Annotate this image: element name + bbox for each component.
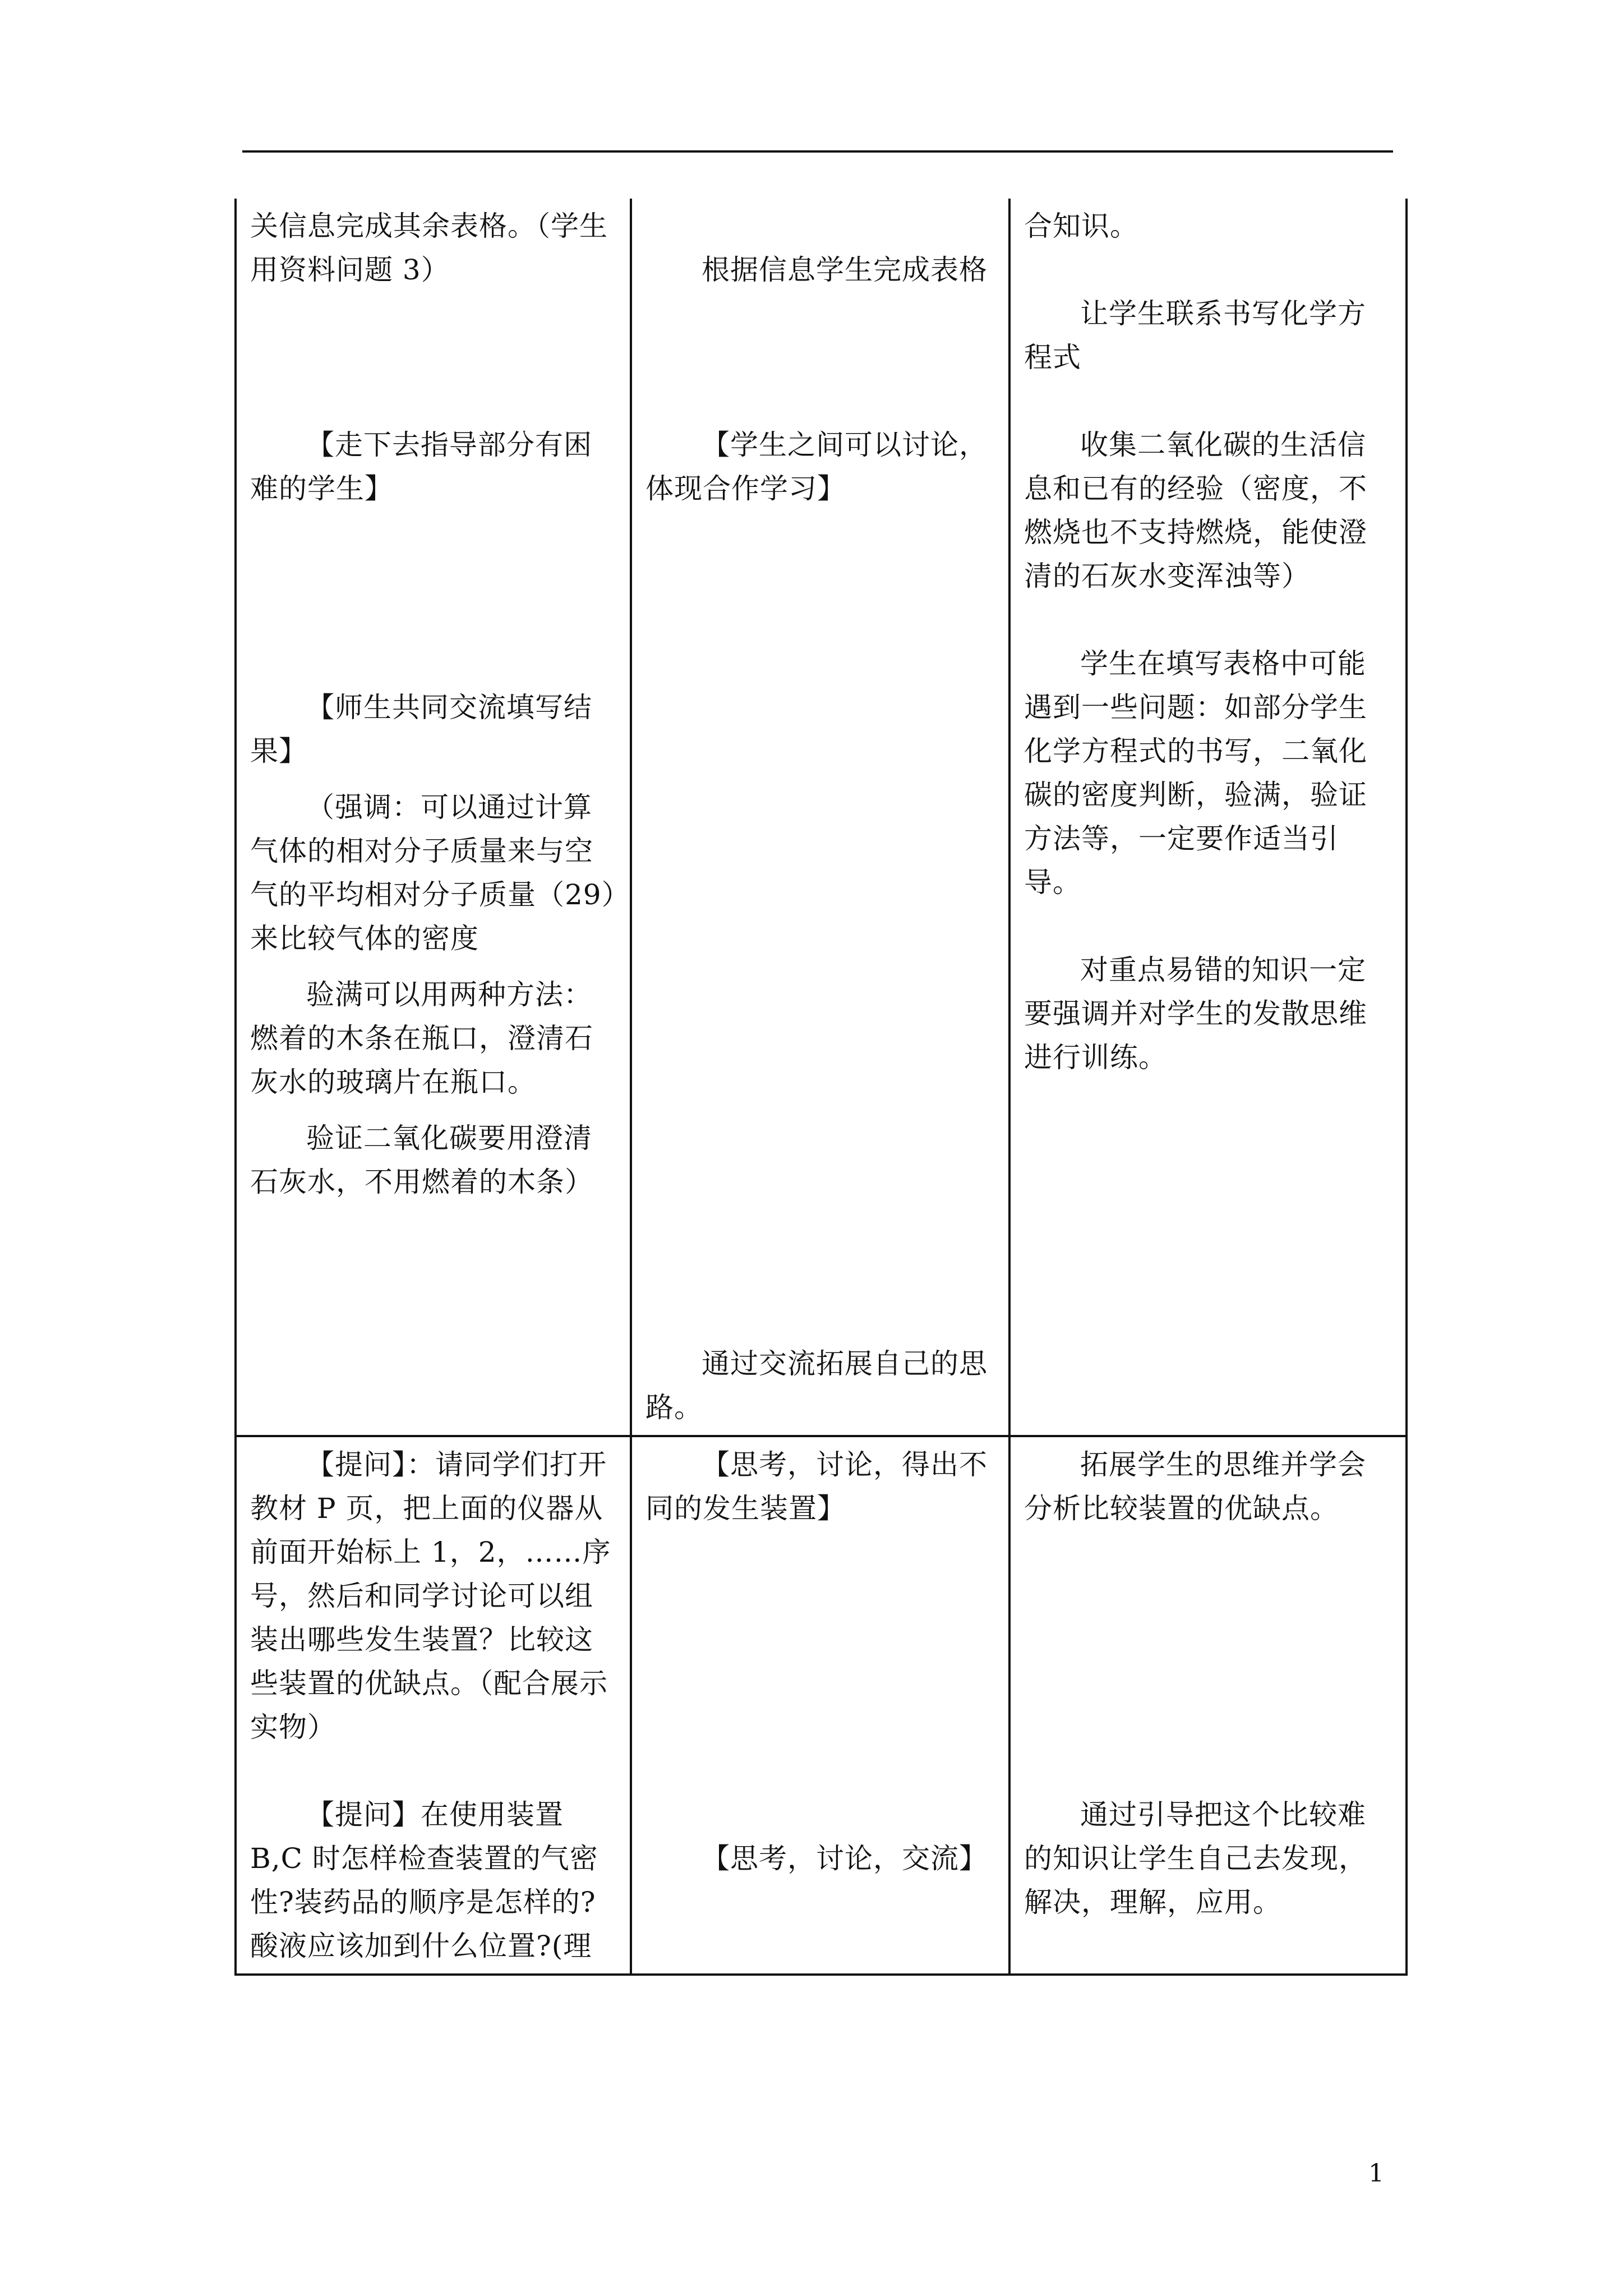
teacher-activity-cell [236, 1436, 631, 1975]
student-complete-table: 根据信息学生完成表格 [702, 254, 988, 286]
student-activity-cell [631, 199, 1009, 1436]
student-think-devices: 【思考，讨论，得出不同的发生装置】 [645, 1448, 988, 1525]
page-number: 1 [1368, 2159, 1384, 2188]
teacher-emphasis-density: （强调：可以通过计算气体的相对分子质量来与空气的平均相对分子质量（29）来比较气体的密度 [250, 791, 616, 955]
teacher-emphasis-verify: 验证二氧化碳要用澄清石灰水，不用燃着的木条） [250, 1122, 593, 1198]
intent-compare-devices: 拓展学生的思维并学会分析比较装置的优缺点。 [1024, 1448, 1366, 1525]
intent-text-continued: 合知识。 [1024, 210, 1138, 242]
design-intent-cell [1009, 199, 1407, 1436]
table-row-continued [236, 199, 1407, 1436]
intent-self-discovery: 通过引导把这个比较难的知识让学生自己去发现，解决，理解，应用。 [1024, 1798, 1367, 1918]
lesson-plan-table [234, 199, 1405, 1976]
student-discussion-note: 【学生之间可以讨论，体现合作学习】 [645, 429, 988, 505]
design-intent-cell [1009, 1436, 1407, 1975]
intent-guidance-problems: 学生在填写表格中可能遇到一些问题：如部分学生化学方程式的书写，二氧化碳的密度判断，验满，验证方法等，一定要作适当引导。 [1024, 647, 1367, 899]
intent-co2-experience: 收集二氧化碳的生活信息和已有的经验（密度，不燃烧也不支持燃烧，能使澄清的石灰水变浑浊等） [1024, 429, 1367, 592]
intent-write-equation: 让学生联系书写化学方程式 [1024, 297, 1366, 374]
teacher-emphasis-full-check: 验满可以用两种方法：燃着的木条在瓶口，澄清石灰水的玻璃片在瓶口。 [250, 978, 593, 1098]
lesson-table [234, 199, 1408, 1976]
teacher-activity-cell [236, 199, 631, 1436]
header-rule [242, 150, 1393, 153]
student-exchange-note: 通过交流拓展自己的思路。 [645, 1347, 988, 1424]
student-think-exchange: 【思考，讨论，交流】 [702, 1842, 988, 1875]
teacher-question-apparatus: 【提问】：请同学们打开教材 P 页，把上面的仪器从前面开始标上 1，2，……序号，然后和同学讨论可以组装出哪些发生装置？比较这些装置的优缺点。（配合展示实物） [250, 1448, 611, 1743]
teacher-text-continued: 关信息完成其余表格。（学生用资料问题 3） [250, 210, 608, 286]
teacher-exchange-note: 【师生共同交流填写结果】 [250, 691, 592, 767]
teacher-guidance-note: 【走下去指导部分有困难的学生】 [250, 429, 592, 505]
student-activity-cell [631, 1436, 1009, 1975]
intent-emphasis-training: 对重点易错的知识一定要强调并对学生的发散思维进行训练。 [1024, 954, 1367, 1074]
table-row-apparatus [236, 1436, 1407, 1975]
teacher-question-airtightness: 【提问】在使用装置 B,C 时怎样检查装置的气密性?装药品的顺序是怎样的?酸液应该加到什么位置?(理 [250, 1798, 598, 1962]
